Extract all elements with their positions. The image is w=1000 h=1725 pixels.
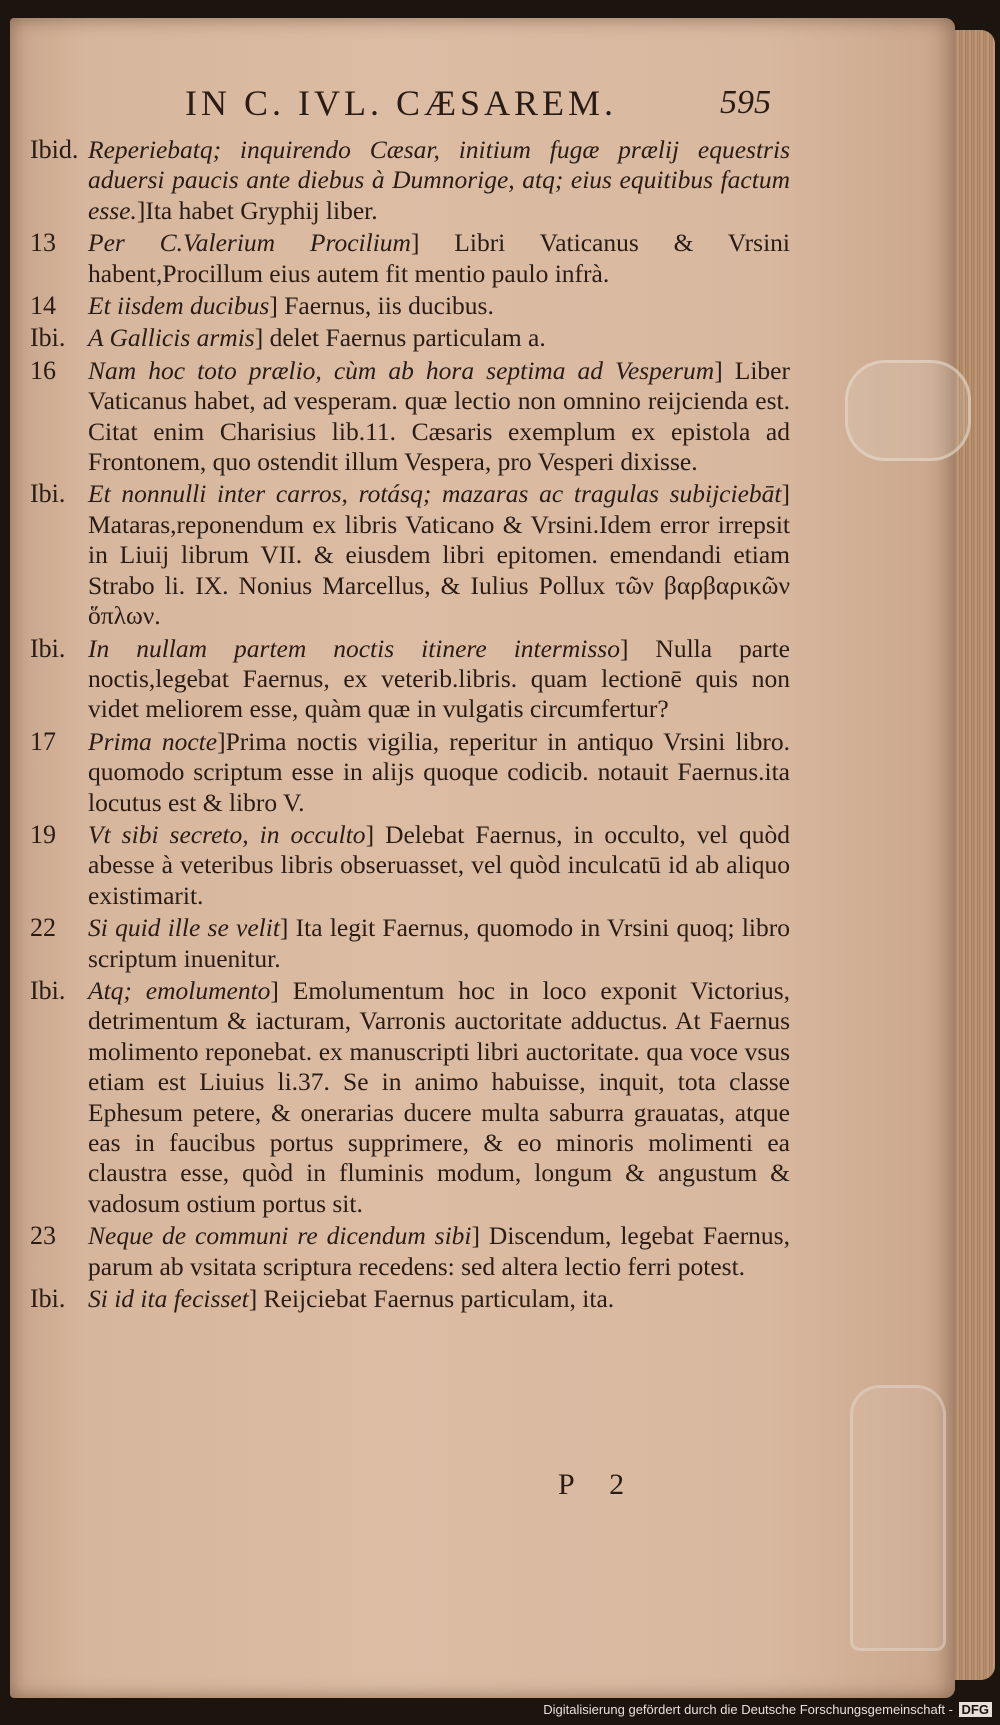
glass-clip-bottom xyxy=(850,1385,946,1651)
entry-comment: ] Ita legit Faernus, quomodo in Vrsini quoq; libro scriptum inuenitur. xyxy=(88,913,790,973)
entry-comment: ]Prima noctis vigilia, reperitur in antiquo Vrsini libro. quomodo scriptum esse in alijs quoque codicib. notauit Faernus.ita locutus est & libro V. xyxy=(88,726,790,817)
entry-reference: 22 xyxy=(30,913,56,943)
entry xyxy=(30,1221,790,1282)
entry xyxy=(30,291,790,321)
entry-reference: Ibi. xyxy=(30,323,66,353)
entry-reference: 17 xyxy=(30,726,56,756)
entry-lemma: Neque de communi re dicendum sibi xyxy=(88,1221,472,1251)
entry-comment: ] Faernus, iis ducibus. xyxy=(269,291,494,321)
entry-comment: ] Nulla parte noctis,legebat Faernus, ex veterib.libris. quam lectionē quis non videt meliorem esse, quàm quæ in vulgatis circumfertur? xyxy=(88,633,790,724)
entry-reference: Ibid. xyxy=(30,135,79,164)
commentary-entries xyxy=(30,135,790,1316)
entry xyxy=(30,820,790,911)
entry xyxy=(30,634,790,725)
glass-clip-top xyxy=(845,360,971,461)
entry xyxy=(30,228,790,289)
entry-comment: ]Ita habet Gryphij liber. xyxy=(136,195,378,225)
entry-reference: 14 xyxy=(30,291,56,321)
entry-comment: ] delet Faernus particulam a. xyxy=(254,323,546,353)
entry-comment: ] Discendum, legebat Faernus, parum ab vsitata scriptura recedens: sed altera lectio ferri potest. xyxy=(88,1221,790,1281)
entry-lemma: Vt sibi secreto, in occulto xyxy=(88,819,366,849)
entry-comment: ] Liber Vaticanus habet, ad vesperam. quæ lectio non omnino reijcienda est. Citat enim Charisius lib.11. Cæsaris exemplum ex epistola ad Frontonem, quo ostendit illum Vespera, pro Vesperi dixisse. xyxy=(88,355,790,477)
entry-lemma: Prima nocte xyxy=(88,726,218,756)
signature-mark: P 2 xyxy=(558,1468,639,1501)
entry-lemma: Si id ita fecisset xyxy=(88,1284,249,1314)
entry xyxy=(30,356,790,478)
dfg-logo: DFG xyxy=(959,1702,992,1717)
entry-lemma: Per C.Valerium Procilium xyxy=(88,228,411,258)
entry-lemma: Et iisdem ducibus xyxy=(88,291,270,321)
entry-comment: ] Emolumentum hoc in loco exponit Victorius, detrimentum & iacturam, Varronis auctoritate adductus. At Faernus molimento reponebat. ex manuscripti libri auctoritate. qua voce vsus etiam est Liuius li.37. Se in animo habuisse, inquit, tota classe Ephesum petere, & onerarias ducere multa saburra grauatas, atque eas in faucibus portus supprimere, & eo minoris molimenti ea claustra esse, quòd in fluminis modum, longum & angustum & vadosum ostium portus sit. xyxy=(88,975,790,1218)
entry-lemma: In nullam partem noctis itinere intermisso xyxy=(88,633,620,663)
entry-comment: ] Libri Vaticanus & Vrsini habent,Procillum eius autem fit mentio paulo infrà. xyxy=(88,228,790,288)
entry-reference: Ibi. xyxy=(30,975,66,1005)
entry xyxy=(30,479,790,631)
entry-reference: 23 xyxy=(30,1221,56,1251)
entry xyxy=(30,323,790,353)
running-head: IN C. IVL. CÆSAREM. xyxy=(185,83,618,123)
footer-text: Digitalisierung gefördert durch die Deutsche Forschungsgemeinschaft - xyxy=(543,1702,953,1717)
entry xyxy=(30,1284,790,1314)
entry-lemma: Reperiebatq; inquirendo Cæsar, initium fugæ prælij equestris aduersi paucis ante diebus à Dumnorige, atq; eius equitibus factum esse. xyxy=(88,135,790,225)
entry-lemma: Et nonnulli inter carros, rotásq; mazaras ac tragulas subijciebāt xyxy=(88,479,782,509)
page-number: 595 xyxy=(720,84,771,121)
digitization-footer xyxy=(543,1702,992,1717)
entry-reference: 13 xyxy=(30,228,56,258)
entry-lemma: A Gallicis armis xyxy=(88,323,255,353)
entry-lemma: Si quid ille se velit xyxy=(88,913,280,943)
entry-comment: ] Reijciebat Faernus particulam, ita. xyxy=(248,1284,615,1314)
entry-lemma: Nam hoc toto prælio, cùm ab hora septima ad Vesperum xyxy=(88,355,715,385)
entry-comment: ] Mataras,reponendum ex libris Vaticano & Vrsini.Idem error irrepsit in Liuij librum VII. & eiusdem libri epitomen. emendandi etiam Strabo li. IX. Nonius Marcellus, & Iulius Pollux τῶν βαρβαρικῶν ὅπλων. xyxy=(88,479,790,631)
entry-reference: 19 xyxy=(30,819,56,849)
entry-lemma: Atq; emolumento xyxy=(88,975,271,1005)
entry xyxy=(30,727,790,818)
entry-reference: 16 xyxy=(30,355,56,385)
entry xyxy=(30,135,790,226)
entry-reference: Ibi. xyxy=(30,633,66,663)
entry-reference: Ibi. xyxy=(30,479,66,509)
entry-reference: Ibi. xyxy=(30,1284,66,1314)
entry xyxy=(30,913,790,974)
entry xyxy=(30,976,790,1219)
entry-comment: ] Delebat Faernus, in occulto, vel quòd abesse à veteribus libris obseruasset, vel quòd inculcatū id ab aliquo existimarit. xyxy=(88,819,791,910)
